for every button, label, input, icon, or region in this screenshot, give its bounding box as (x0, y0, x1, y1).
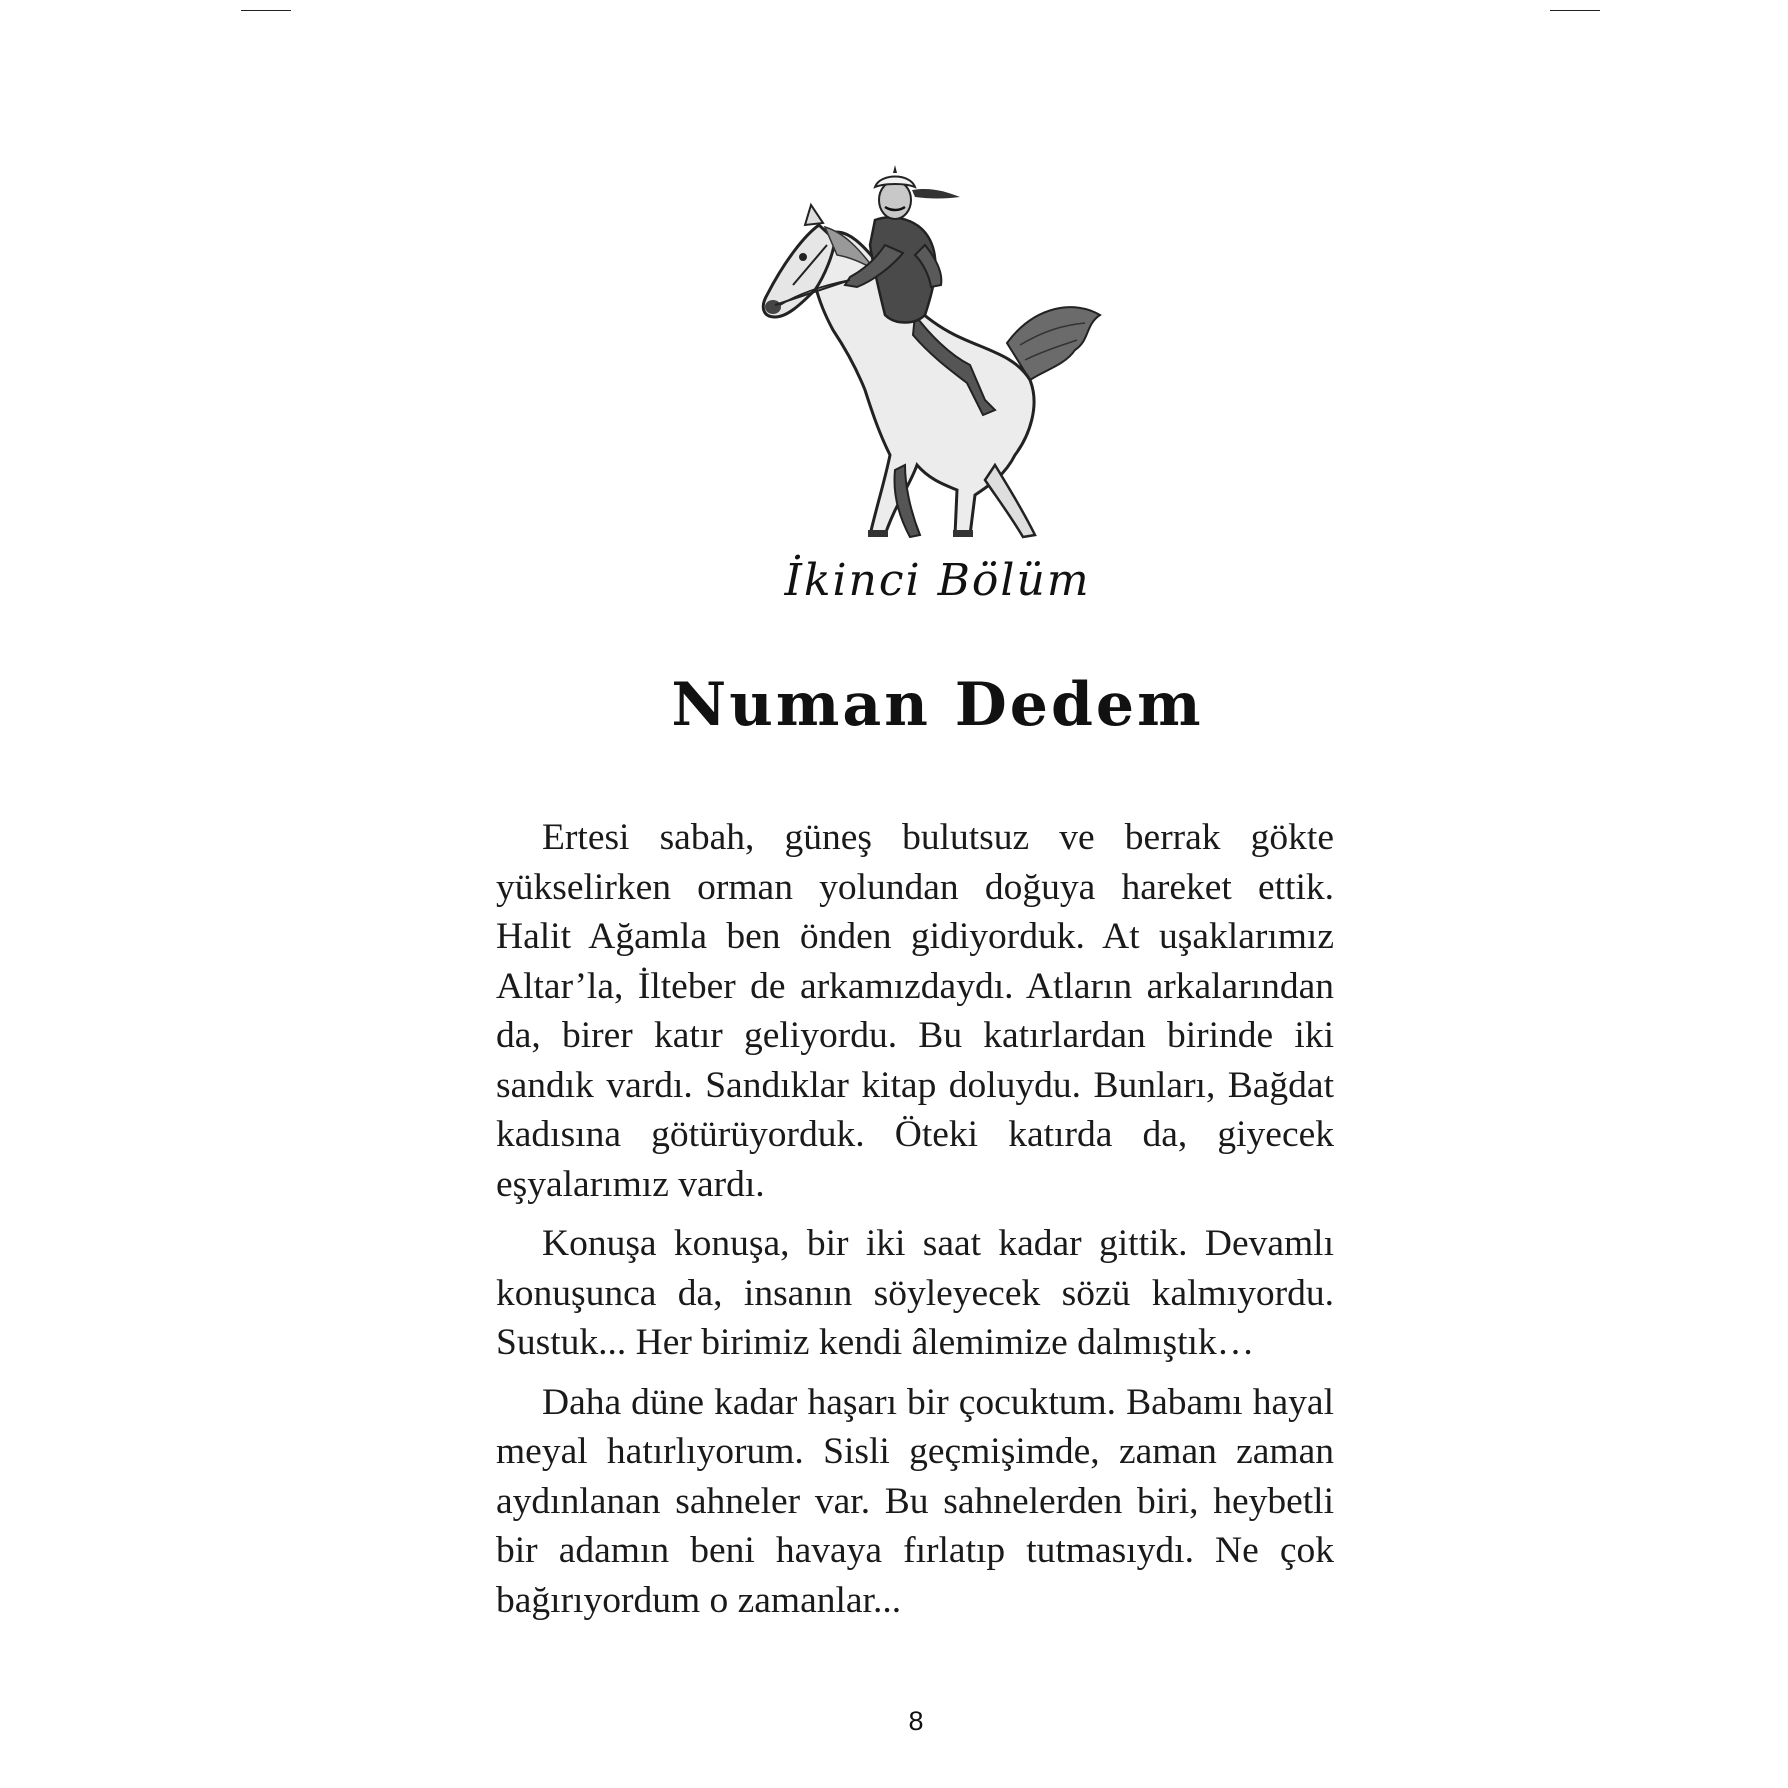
horseman-illustration-icon (745, 165, 1125, 545)
chapter-number: İkinci Bölüm (784, 555, 1091, 606)
paragraph: Konuşa konuşa, bir iki saat kadar gittik. Devamlı konuşunca da, insanın söyleyecek sözü kalmıyordu. Sustuk... Her birimiz kendi âlemimize dalmıştık… (496, 1223, 1334, 1363)
crop-mark-right (1550, 10, 1600, 11)
paragraph: Ertesi sabah, güneş bulutsuz ve berrak gökte yükselirken orman yolundan doğuya hareket ettik. Halit Ağamla ben önden gidiyorduk. At uşaklarımız Altar’la, İlteber de arkamızdaydı. Atların arkalarından da, birer katır geliyordu. Bu katırlardan birinde iki sandık vardı. Sandıklar kitap doluydu. Bunları, Bağdat kadısına götürüyorduk. Öteki katırda da, giyecek eşyalarımız vardı. (496, 817, 1334, 1205)
paragraph: Daha düne kadar haşarı bir çocuktum. Babamı hayal meyal hatırlıyorum. Sisli geçmişimde, zaman zaman aydınlanan sahneler var. Bu sahnelerden biri, heybetli bir adamın beni havaya fırlatıp tutmasıydı. Ne çok bağırıyordum o zamanlar... (496, 1381, 1334, 1621)
page-number: 8 (908, 1706, 924, 1736)
body-text (496, 813, 1334, 1635)
crop-mark-left (241, 10, 291, 11)
chapter-title: Numan Dedem (671, 670, 1204, 740)
